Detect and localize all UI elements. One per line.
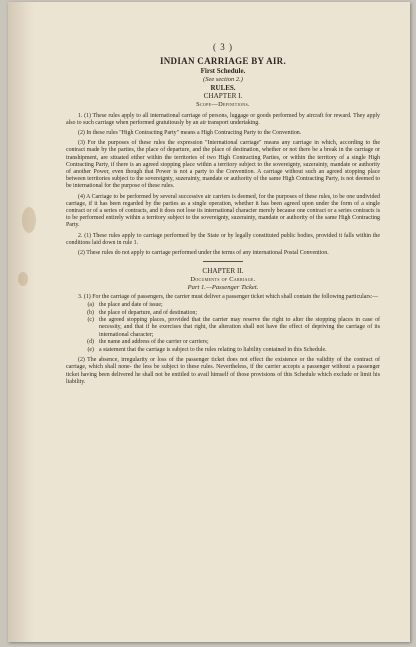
document-title: INDIAN CARRIAGE BY AIR. — [159, 56, 287, 66]
page-content — [66, 42, 380, 389]
list-item: (d) the name and address of the carrier or carriers; — [87, 339, 209, 346]
list-item: (c) the agreed stopping places, provided that the carrier may reserve the right to alter the stopping places in case of necessity, and that if he exercises that right, the alteration shall not have the effect of depriving the carriage of its international character; — [87, 317, 380, 338]
section-divider — [203, 261, 243, 262]
rule-2-2: (2) These rules do not apply to carriage performed under the terms of any international Postal Convention. — [78, 249, 329, 256]
rule-1-3: (3) For the purposes of these rules the expression "International carriage" means any carriage in which, according to the contract made by the parties, the place of departure, and the place of destination, whether or not there be a break in the carriage or transhipment, are situated either within the territories of two High Contracting Parties, or within the territory of a single High Contracting Party, if there is an agreed stopping place within a territory subject to the sovereignty, suzerainty, mandate or authority of another Power, even though that Power is not a party to the Convention. A carriage without such an agreed stopping place between territories subject to the sovereignty, suzerainty, mandate or authority of the same High Contracting Party, is not deemed to be international for the purpose of these rules. — [66, 140, 380, 190]
document-page — [8, 2, 410, 642]
chapter-2-heading: CHAPTER II. — [202, 267, 244, 276]
particulars-list — [66, 302, 380, 354]
schedule-heading: First Schedule. — [200, 67, 246, 75]
section-reference: (See section 2.) — [203, 75, 243, 83]
rule-2-1: 2. (1) These rules apply to carriage performed by the State or by legally constituted public bodies, provided it falls within the conditions laid down in rule 1. — [66, 232, 380, 246]
chapter-1-subheading: Scope—Definitions. — [196, 100, 250, 108]
page-fold-shadow — [8, 2, 34, 642]
list-item: (b) the place of departure, and of destination; — [87, 309, 197, 316]
rule-1-2: (2) In these rules "High Contracting Party" means a High Contracting Party to the Convention. — [78, 129, 302, 136]
chapter-2-subheading: Documents of Carriage. — [190, 275, 256, 283]
paper-stain — [22, 207, 36, 233]
list-item: (e) a statement that the carriage is subject to the rules relating to liability contained in this Schedule. — [87, 347, 327, 354]
chapter-1-heading: CHAPTER I. — [203, 92, 243, 100]
paper-stain — [18, 272, 28, 286]
rule-1-1: 1. (1) These rules apply to all international carriage of persons, luggage or goods performed by aircraft for reward. They apply also to such carriage when performed gratuitously by an air transport undertaking. — [66, 112, 380, 126]
rule-3-1-intro: 3. (1) For the carriage of passengers, the carrier must deliver a passenger ticket which shall contain the following particulars:— — [78, 293, 379, 300]
rule-3-2: (2) The absence, irregularity or loss of the passenger ticket does not effect the existence or the validity of the contract of carriage, which shall none- the less be subject to these rules. Nevertheless, if the carrier accepts a passenger without a passenger ticket having been delivered he shall not be entitled to avail himself of those provisions of this Schedule which exclude or limit his liability. — [66, 357, 380, 385]
part-1-heading: Part 1.—Passenger Ticket. — [187, 283, 259, 291]
page-number: ( 3 ) — [213, 42, 233, 52]
rule-1-4: (4) A Carriage to be performed by several successive air carriers is deemed, for the purposes of these rules, to be one undivided carriage, if it has been regarded by the parties as a single operation, whether it has been agreed upon under the form of a single contract or of a series of contracts, and it does not lose its international character merely because one contract or a series contracts is to be performed entirely within a territory subject to the sovereignty, suzerainty, mandate or authority of the same High Contracting Party. — [66, 193, 380, 229]
list-item: (a) the place and date of issue; — [87, 301, 163, 308]
rules-heading: RULES. — [210, 83, 236, 92]
